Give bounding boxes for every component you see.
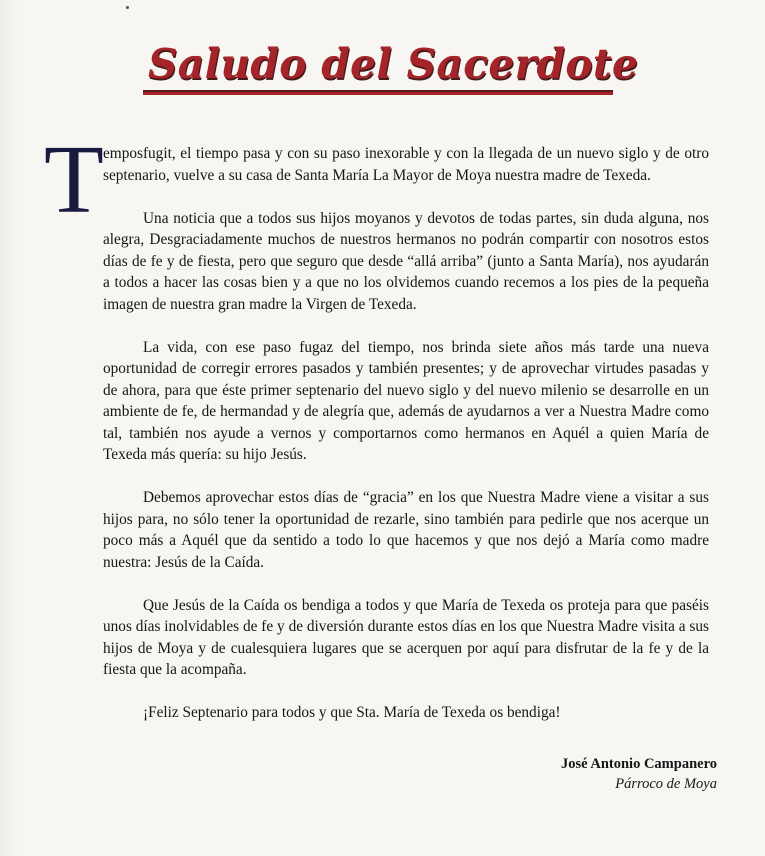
drop-cap: T — [44, 126, 104, 234]
signature — [561, 754, 717, 794]
title-underline — [143, 90, 613, 95]
print-speck — [126, 6, 129, 9]
page-title: Saludo del Sacerdote — [148, 40, 639, 88]
paragraph-1: emposfugit, el tiempo pasa y con su paso inexorable y con la llegada de un nuevo siglo y de otro septenario, vuelve a su casa de Santa María La Mayor de Moya nuestra madre de Texeda. — [103, 145, 709, 184]
paragraph-2: Una noticia que a todos sus hijos moyanos y devotos de todas partes, sin duda alguna, nos alegra, Desgraciadamente muchos de nuestros hermanos no podrán compartir con nosotros estos días de fe y de fiesta, pero que seguro que desde “allá arriba” (junto a Santa María), nos ayudarán a todos a hacer las cosas bien y a que no los olvidemos cuando recemos a los pies de la pequeña imagen de nuestra gran madre la Virgen de Texeda. — [103, 209, 709, 313]
paragraph-5: Que Jesús de la Caída os bendiga a todos y que María de Texeda os proteja para que paséis unos días inolvidables de fe y de diversión durante estos días en los que Nuestra Madre visita a sus hijos de Moya y de cualesquiera lugares que se acerquen por aquí para disfrutar de la fe y de la fiesta que la acompaña. — [103, 596, 709, 678]
signature-name: José Antonio Campanero — [560, 756, 717, 772]
letter-body — [103, 143, 709, 745]
paragraph-3: La vida, con ese paso fugaz del tiempo, nos brinda siete años más tarde una nueva oportunidad de corregir errores pasados y también presentes; y de aprovechar virtudes pasadas y de ahora, para que éste primer septenario del nuevo siglo y del nuevo milenio se desarrolle en un ambiente de fe, de hermandad y de alegría que, además de ayudarnos a ver a Nuestra Madre como tal, también nos ayude a vernos y comportarnos como hermanos en Aquél a quien María de Texeda más quería: su hijo Jesús. — [103, 338, 709, 463]
paragraph-6: ¡Feliz Septenario para todos y que Sta. María de Texeda os bendiga! — [143, 704, 561, 721]
paragraph-4: Debemos aprovechar estos días de “gracia” en los que Nuestra Madre viene a visitar a sus hijos para, no sólo tener la oportunidad de rezarle, sino también para pedirle que nos acerque un poco más a Aquél que da sentido a todo lo que hacemos y que nos dejó a María como madre nuestra: Jesús de la Caída. — [103, 489, 709, 571]
signature-role: Párroco de Moya — [615, 776, 717, 792]
